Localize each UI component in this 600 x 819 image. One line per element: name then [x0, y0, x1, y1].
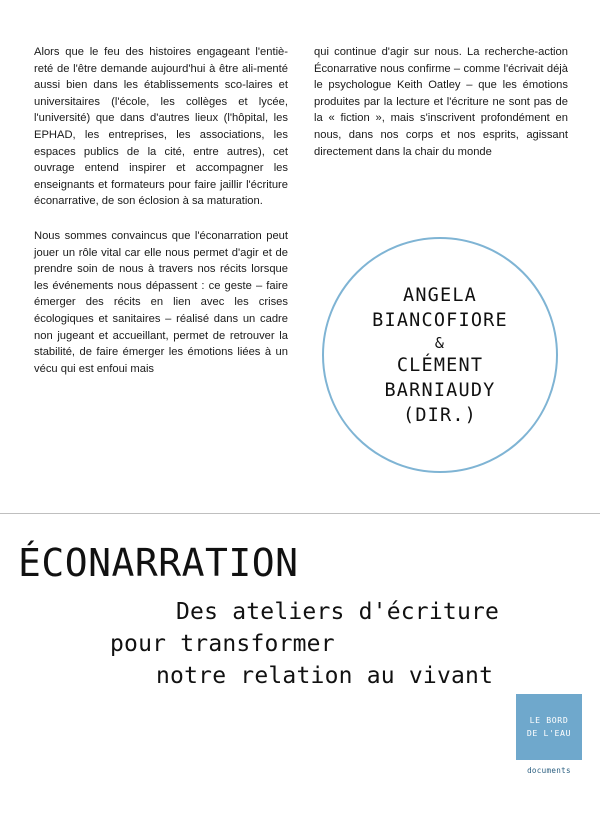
author-second-first-name: CLÉMENT: [396, 354, 484, 376]
publisher-collection-label: documents: [527, 766, 571, 775]
book-subtitle-line-3: notre relation au vivant: [156, 663, 494, 689]
author-last-name: BIANCOFIORE: [372, 309, 508, 331]
authors-ampersand: &: [434, 333, 446, 352]
author-first-name: ANGELA: [402, 284, 478, 306]
blurb-left-column: [34, 44, 288, 377]
publisher-logo: [516, 694, 582, 760]
blurb-paragraph: Nous sommes convaincus que l'éconarration peut jouer un rôle vital car elle nous permet d'agir et de prendre soin de nous à travers nos récits lorsque les événements nous dépassent : ce geste – faire émerger des récits en lien avec les crises écologiques et sanitaires – réalisé dans un cadre non jugeant et accueillant, permet de retrouver la stabilité, de faire émerger les émotions liées à un vécu qui est enfoui mais: [34, 229, 288, 375]
publisher-logo-line-1: LE BORD: [529, 715, 569, 725]
blurb-paragraph: qui continue d'agir sur nous. La recherche-action Éconarrative nous confirme – comme l'écrivait déjà le psychologue Keith Oatley – que les émotions produites par la lecture et l'écriture ne sont pas de la « fiction », mais s'inscrivent profondément en nous, dans nos corps et nos esprits, agissant directement dans la chair du monde: [314, 46, 568, 158]
authors-role: (DIR.): [402, 404, 478, 426]
publisher-logo-line-2: DE L'EAU: [526, 728, 572, 738]
book-subtitle-line-2: pour transformer: [110, 631, 335, 657]
blurb-paragraph: Alors que le feu des histoires engageant l'entiè-reté de l'être demande aujourd'hui à être ali-menté aussi bien dans les établissements sco-laires et universitaires (l'école, les collèges et lycée, l'université) que dans d'autres lieux (l'hôpital, les EPHAD, les entreprises, les associations, les espaces publics de la cité, entre autres), cet ouvrage entend inspirer et accompagner les enseignants et formateurs pour faire jaillir l'écriture éconarrative, de son éclosion à sa maturation.: [34, 46, 288, 208]
author-second-last-name: BARNIAUDY: [384, 379, 496, 401]
authors-circle: [322, 237, 558, 473]
title-block: [18, 540, 582, 692]
book-title: ÉCONARRATION: [18, 541, 299, 585]
horizontal-divider: [0, 513, 600, 514]
book-subtitle-line-1: Des ateliers d'écriture: [176, 599, 500, 625]
